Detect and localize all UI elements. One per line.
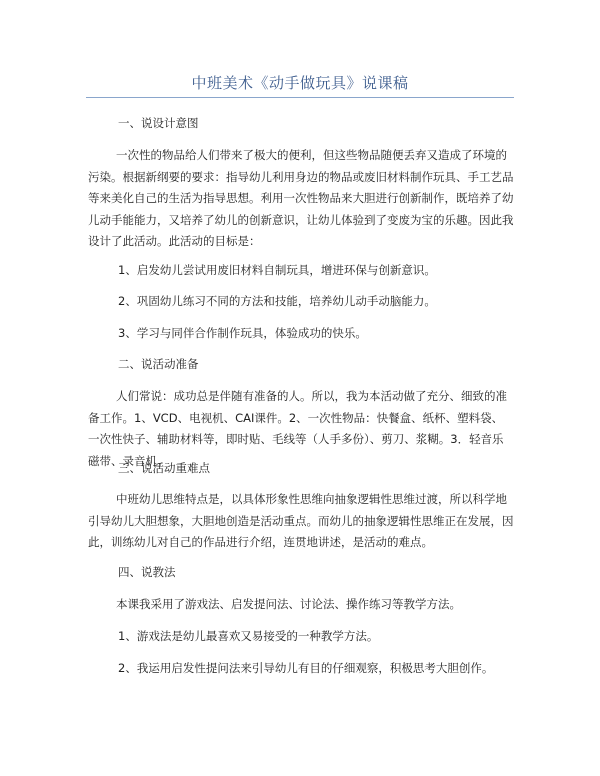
section-1-heading: 一、说设计意图 xyxy=(118,116,199,130)
goal-item-2: 2、巩固幼儿练习不同的方法和技能，培养幼儿动手动脑能力。 xyxy=(118,294,436,308)
section-2-heading: 二、说活动准备 xyxy=(118,357,199,371)
goal-item-1: 1、启发幼儿尝试用废旧材料自制玩具，增进环保与创新意识。 xyxy=(118,263,436,277)
section-3-heading: 三、说活动重难点 xyxy=(118,461,210,475)
method-item-1: 1、游戏法是幼儿最喜欢又易接受的一种教学方法。 xyxy=(118,629,379,643)
section-2-paragraph: 人们常说：成功总是伴随有准备的人。所以，我为本活动做了充分、细致的准备工作。1、VCD、电视机、CAI课件。2、一次性物品：快餐盒、纸杯、塑料袋、一次性快子、辅助材料等，即时贴、毛线等（人手多份）、剪刀、浆糊。3．轻音乐磁带、录音机。 xyxy=(88,389,507,468)
section-3-paragraph: 中班幼儿思维特点是，以具体形象性思维向抽象逻辑性思维过渡，所以科学地引导幼儿大胆想象，大胆地创造是活动重点。而幼儿的抽象逻辑性思维正在发展，因此，训练幼儿对自己的作品进行介绍，连贯地讲述，是活动的难点。 xyxy=(88,492,514,549)
title-underline xyxy=(86,97,514,98)
document-title: 中班美术《动手做玩具》说课稿 xyxy=(191,74,409,92)
section-1-paragraph: 一次性的物品给人们带来了极大的便利，但这些物品随便丢弃又造成了环境的污染。根据新纲要的要求：指导幼儿利用身边的物品或废旧材料制作玩具、手工艺品等来美化自己的生活为指导思想。利用一次性物品来大胆进行创新制作，既培养了幼儿动手能能力，又培养了幼儿的创新意识，让幼儿体验到了变废为宝的乐趣。因此我设计了此活动。此活动的目标是： xyxy=(88,148,514,248)
goal-item-3: 3、学习与同伴合作制作玩具，体验成功的快乐。 xyxy=(118,326,367,340)
method-item-2: 2、我运用启发性提问法来引导幼儿有目的仔细观察，积极思考大胆创作。 xyxy=(118,661,494,675)
section-4-heading: 四、说教法 xyxy=(118,565,176,579)
section-4-paragraph: 本课我采用了游戏法、启发提问法、讨论法、操作练习等教学方法。 xyxy=(116,597,461,611)
